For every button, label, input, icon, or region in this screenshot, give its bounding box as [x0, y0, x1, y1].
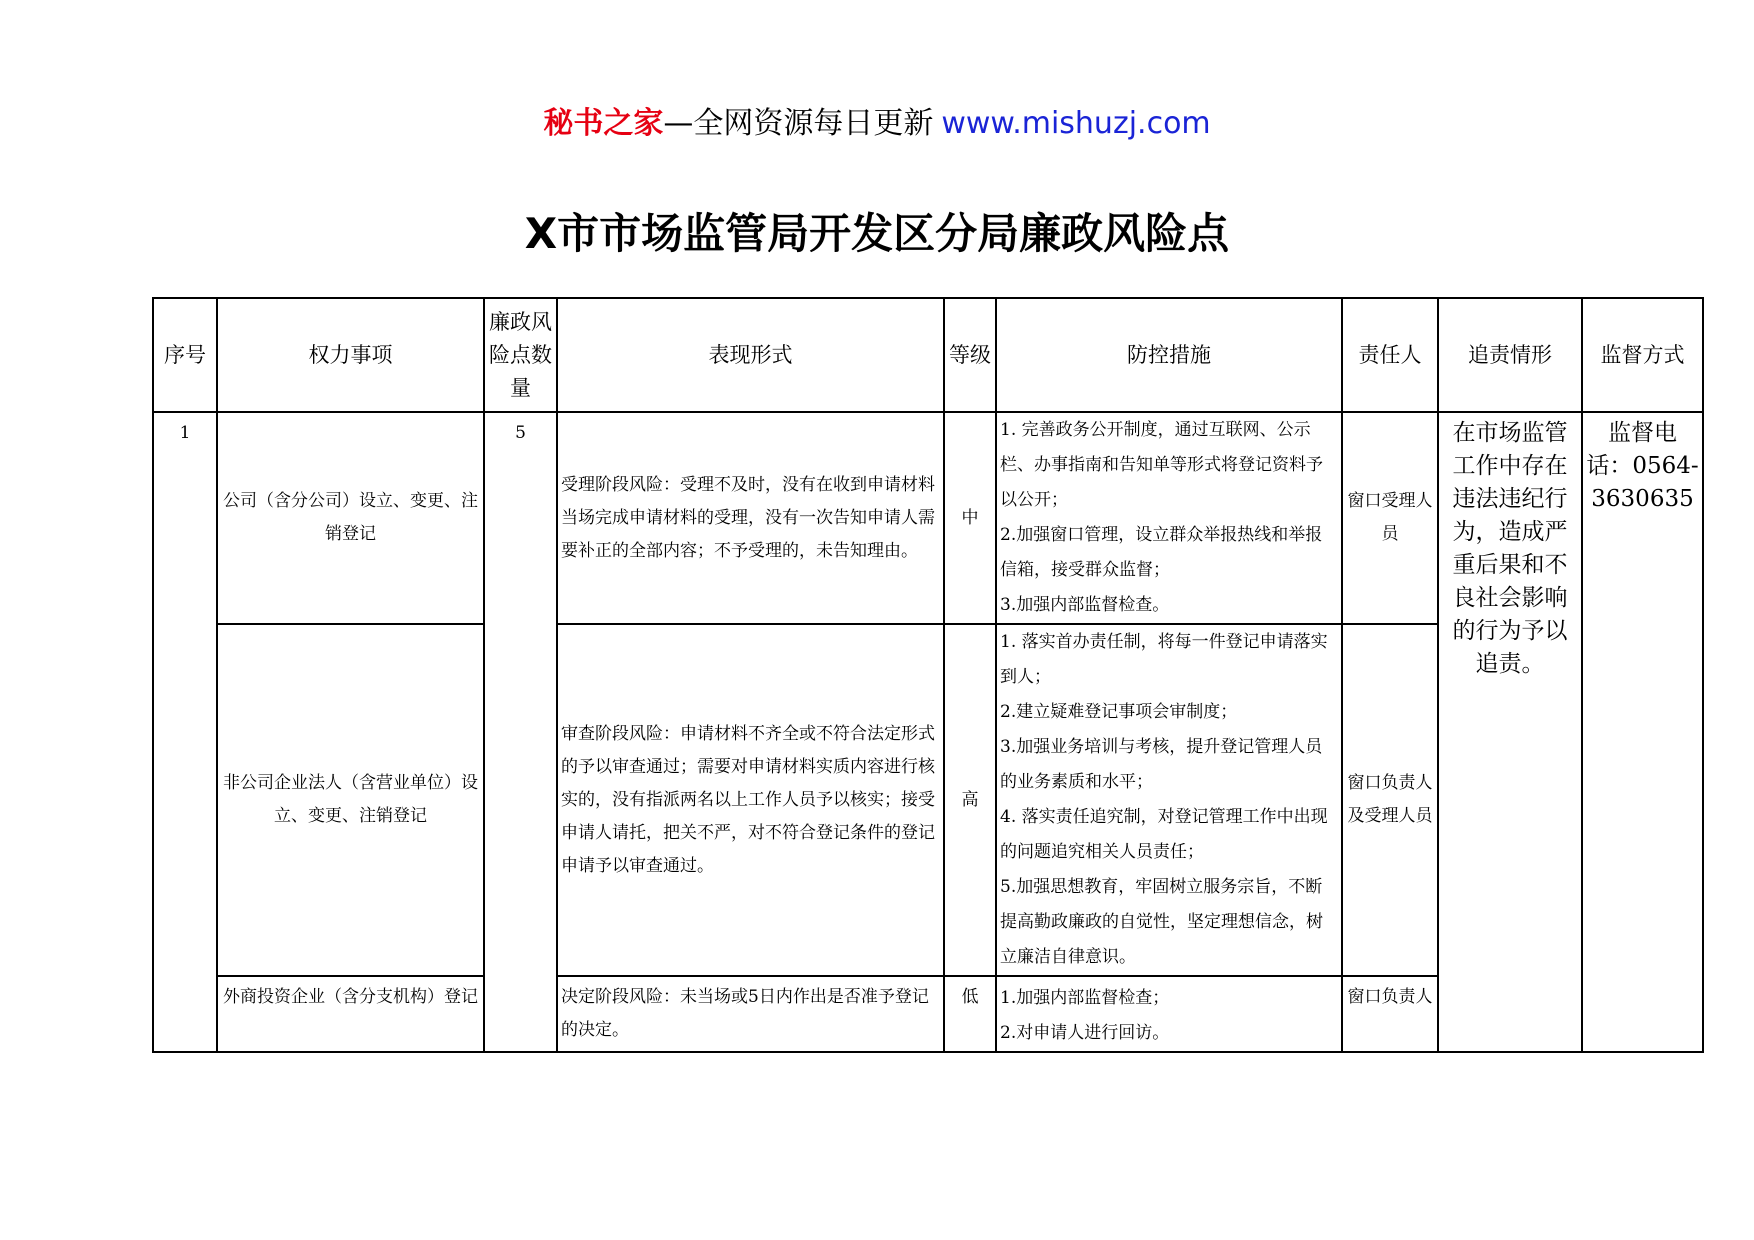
measure-item: 3.加强内部监督检查。	[1000, 595, 1170, 615]
header-measures: 防控措施	[996, 298, 1342, 412]
cell-owner: 窗口负责人	[1342, 976, 1438, 1052]
cell-form: 决定阶段风险：未当场或5日内作出是否准予登记的决定。	[557, 976, 944, 1052]
header-seq: 序号	[153, 298, 217, 412]
header-count: 廉政风险点数量	[484, 298, 557, 412]
header-owner: 责任人	[1342, 298, 1438, 412]
banner-slogan: —全网资源每日更新	[663, 106, 934, 141]
measure-item: 5.加强思想教育，牢固树立服务宗旨，不断提高勤政廉政的自觉性，坚定理想信念，树立廉洁自律意识。	[1000, 877, 1323, 967]
cell-level: 高	[944, 624, 996, 976]
cell-matter: 非公司企业法人（含营业单位）设立、变更、注销登记	[217, 624, 484, 976]
cell-level: 低	[944, 976, 996, 1052]
cell-matter: 公司（含分公司）设立、变更、注销登记	[217, 412, 484, 624]
cell-owner: 窗口受理人员	[1342, 412, 1438, 624]
measure-item: 1. 落实首办责任制，将每一件登记申请落实到人；	[1000, 632, 1328, 687]
cell-form: 受理阶段风险：受理不及时，没有在收到申请材料当场完成申请材料的受理，没有一次告知申请人需要补正的全部内容；不予受理的，未告知理由。	[557, 412, 944, 624]
measure-item: 1. 完善政务公开制度，通过互联网、公示栏、办事指南和告知单等形式将登记资料予以公开；	[1000, 420, 1323, 510]
cell-count: 5	[484, 412, 557, 1052]
measure-item: 2.对申请人进行回访。	[1000, 1023, 1170, 1043]
measure-item: 4. 落实责任追究制，对登记管理工作中出现的问题追究相关人员责任；	[1000, 807, 1328, 862]
header-row	[153, 298, 1703, 412]
header-supervision: 监督方式	[1582, 298, 1703, 412]
cell-matter: 外商投资企业（含分支机构）登记	[217, 976, 484, 1052]
header-form: 表现形式	[557, 298, 944, 412]
measure-item: 1.加强内部监督检查；	[1000, 988, 1170, 1008]
banner-url-link[interactable]: www.mishuzj.com	[941, 106, 1211, 141]
cell-form: 审查阶段风险：申请材料不齐全或不符合法定形式的予以审查通过；需要对申请材料实质内容进行核实的，没有指派两名以上工作人员予以核实；接受申请人请托，把关不严，对不符合登记条件的登记申请予以审查通过。	[557, 624, 944, 976]
measure-item: 2.建立疑难登记事项会审制度；	[1000, 702, 1238, 722]
header-matter: 权力事项	[217, 298, 484, 412]
measure-item: 3.加强业务培训与考核，提升登记管理人员的业务素质和水平；	[1000, 737, 1323, 792]
document-title: X市市场监管局开发区分局廉政风险点	[524, 209, 1230, 258]
cell-owner: 窗口负责人及受理人员	[1342, 624, 1438, 976]
cell-measures	[996, 976, 1342, 1052]
cell-level: 中	[944, 412, 996, 624]
table-row	[153, 412, 1703, 624]
header-accountability: 追责情形	[1438, 298, 1582, 412]
banner-brand: 秘书之家	[543, 106, 664, 141]
header-level: 等级	[944, 298, 996, 412]
cell-measures	[996, 624, 1342, 976]
measure-item: 2.加强窗口管理，设立群众举报热线和举报信箱，接受群众监督；	[1000, 525, 1323, 580]
site-banner	[0, 100, 1754, 148]
risk-points-table	[152, 297, 1704, 1053]
cell-measures	[996, 412, 1342, 624]
cell-supervision: 监督电话：0564-3630635	[1582, 412, 1703, 1052]
cell-seq: 1	[153, 412, 217, 1052]
cell-accountability: 在市场监管工作中存在违法违纪行为，造成严重后果和不良社会影响的行为予以追责。	[1438, 412, 1582, 1052]
